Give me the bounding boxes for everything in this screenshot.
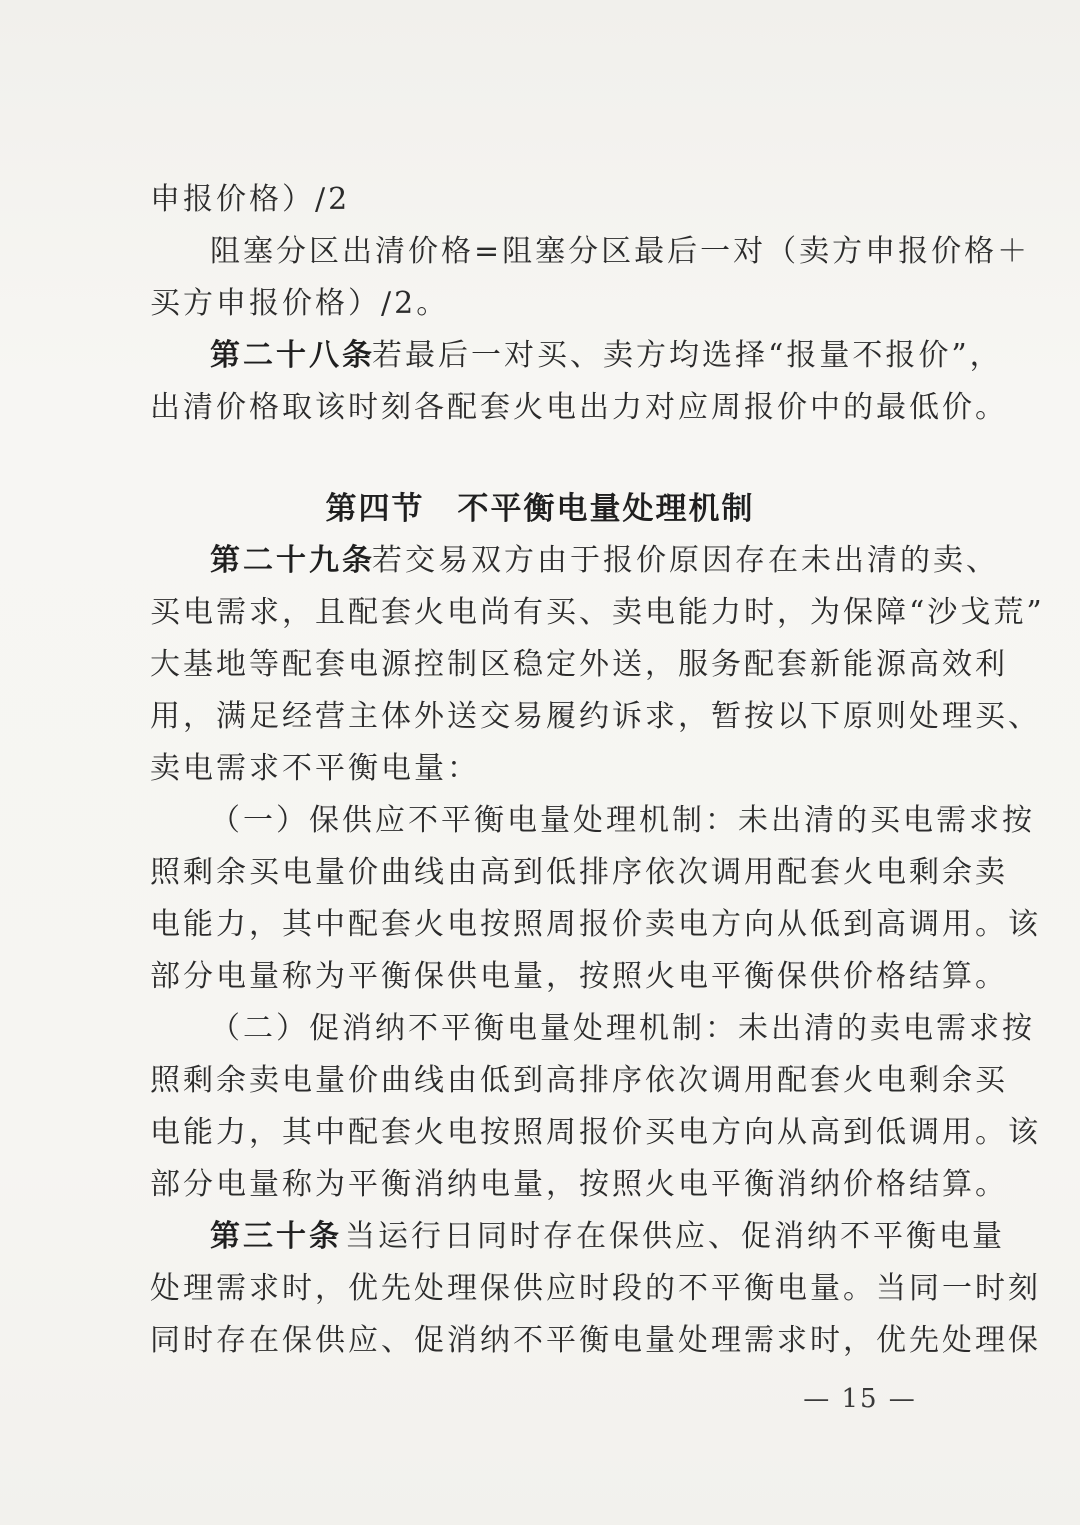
text-line	[0, 1263, 1080, 1315]
text-line	[0, 278, 1080, 330]
text-line	[0, 691, 1080, 743]
text-line	[0, 1055, 1080, 1107]
line-text: （一）保供应不平衡电量处理机制：未出清的买电需求按	[210, 803, 1035, 838]
text-line	[0, 1107, 1080, 1159]
line-text: 出清价格取该时刻各配套火电出力对应周报价中的最低价。	[150, 390, 1008, 425]
text-line	[0, 743, 1080, 795]
text-line	[0, 1159, 1080, 1211]
line-text: 同时存在保供应、促消纳不平衡电量处理需求时，优先处理保	[150, 1323, 1041, 1358]
line-text: 大基地等配套电源控制区稳定外送，服务配套新能源高效利	[150, 647, 1008, 682]
page-number: — 15 —	[803, 1384, 917, 1414]
article-number: 第三十条	[210, 1219, 342, 1254]
text-line	[0, 382, 1080, 434]
article-line	[0, 1211, 1080, 1263]
line-text: 照剩余卖电量价曲线由低到高排序依次调用配套火电剩余买	[150, 1063, 1008, 1098]
line-text: 电能力，其中配套火电按照周报价买电方向从高到低调用。该	[150, 1115, 1041, 1150]
line-text: 卖电需求不平衡电量：	[150, 751, 480, 786]
text-line	[0, 639, 1080, 691]
line-text: 若交易双方由于报价原因存在未出清的卖、	[372, 543, 999, 578]
article-number: 第二十九条	[210, 543, 375, 578]
text-line	[0, 951, 1080, 1003]
section-heading: 第四节 不平衡电量处理机制	[325, 491, 755, 527]
line-text: 阻塞分区出清价格=阻塞分区最后一对（卖方申报价格＋	[210, 234, 1031, 269]
line-text: 买方申报价格）/2。	[150, 286, 450, 321]
line-text: （二）促消纳不平衡电量处理机制：未出清的卖电需求按	[210, 1011, 1035, 1046]
line-text: 部分电量称为平衡保供电量，按照火电平衡保供价格结算。	[150, 959, 1008, 994]
line-text: 照剩余买电量价曲线由高到低排序依次调用配套火电剩余卖	[150, 855, 1008, 890]
article-line	[0, 535, 1080, 587]
text-line	[0, 795, 1080, 847]
text-line	[0, 1315, 1080, 1367]
line-text: 电能力，其中配套火电按照周报价卖电方向从低到高调用。该	[150, 907, 1041, 942]
text-line	[0, 899, 1080, 951]
text-line	[0, 1003, 1080, 1055]
text-line	[0, 174, 1080, 226]
text-line	[0, 847, 1080, 899]
line-text: 部分电量称为平衡消纳电量，按照火电平衡消纳价格结算。	[150, 1167, 1008, 1202]
line-text: 处理需求时，优先处理保供应时段的不平衡电量。当同一时刻	[150, 1271, 1041, 1306]
text-line	[0, 226, 1080, 278]
text-line	[0, 587, 1080, 639]
line-text: 若最后一对买、卖方均选择“报量不报价”，	[372, 338, 1003, 373]
article-number: 第二十八条	[210, 338, 375, 373]
line-text: 买电需求，且配套火电尚有买、卖电能力时，为保障“沙戈荒”	[150, 595, 1045, 630]
article-line	[0, 330, 1080, 382]
line-text: 申报价格）/2	[150, 182, 351, 217]
line-text: 用，满足经营主体外送交易履约诉求，暂按以下原则处理买、	[150, 699, 1041, 734]
line-text: 当运行日同时存在保供应、促消纳不平衡电量	[345, 1219, 1005, 1254]
